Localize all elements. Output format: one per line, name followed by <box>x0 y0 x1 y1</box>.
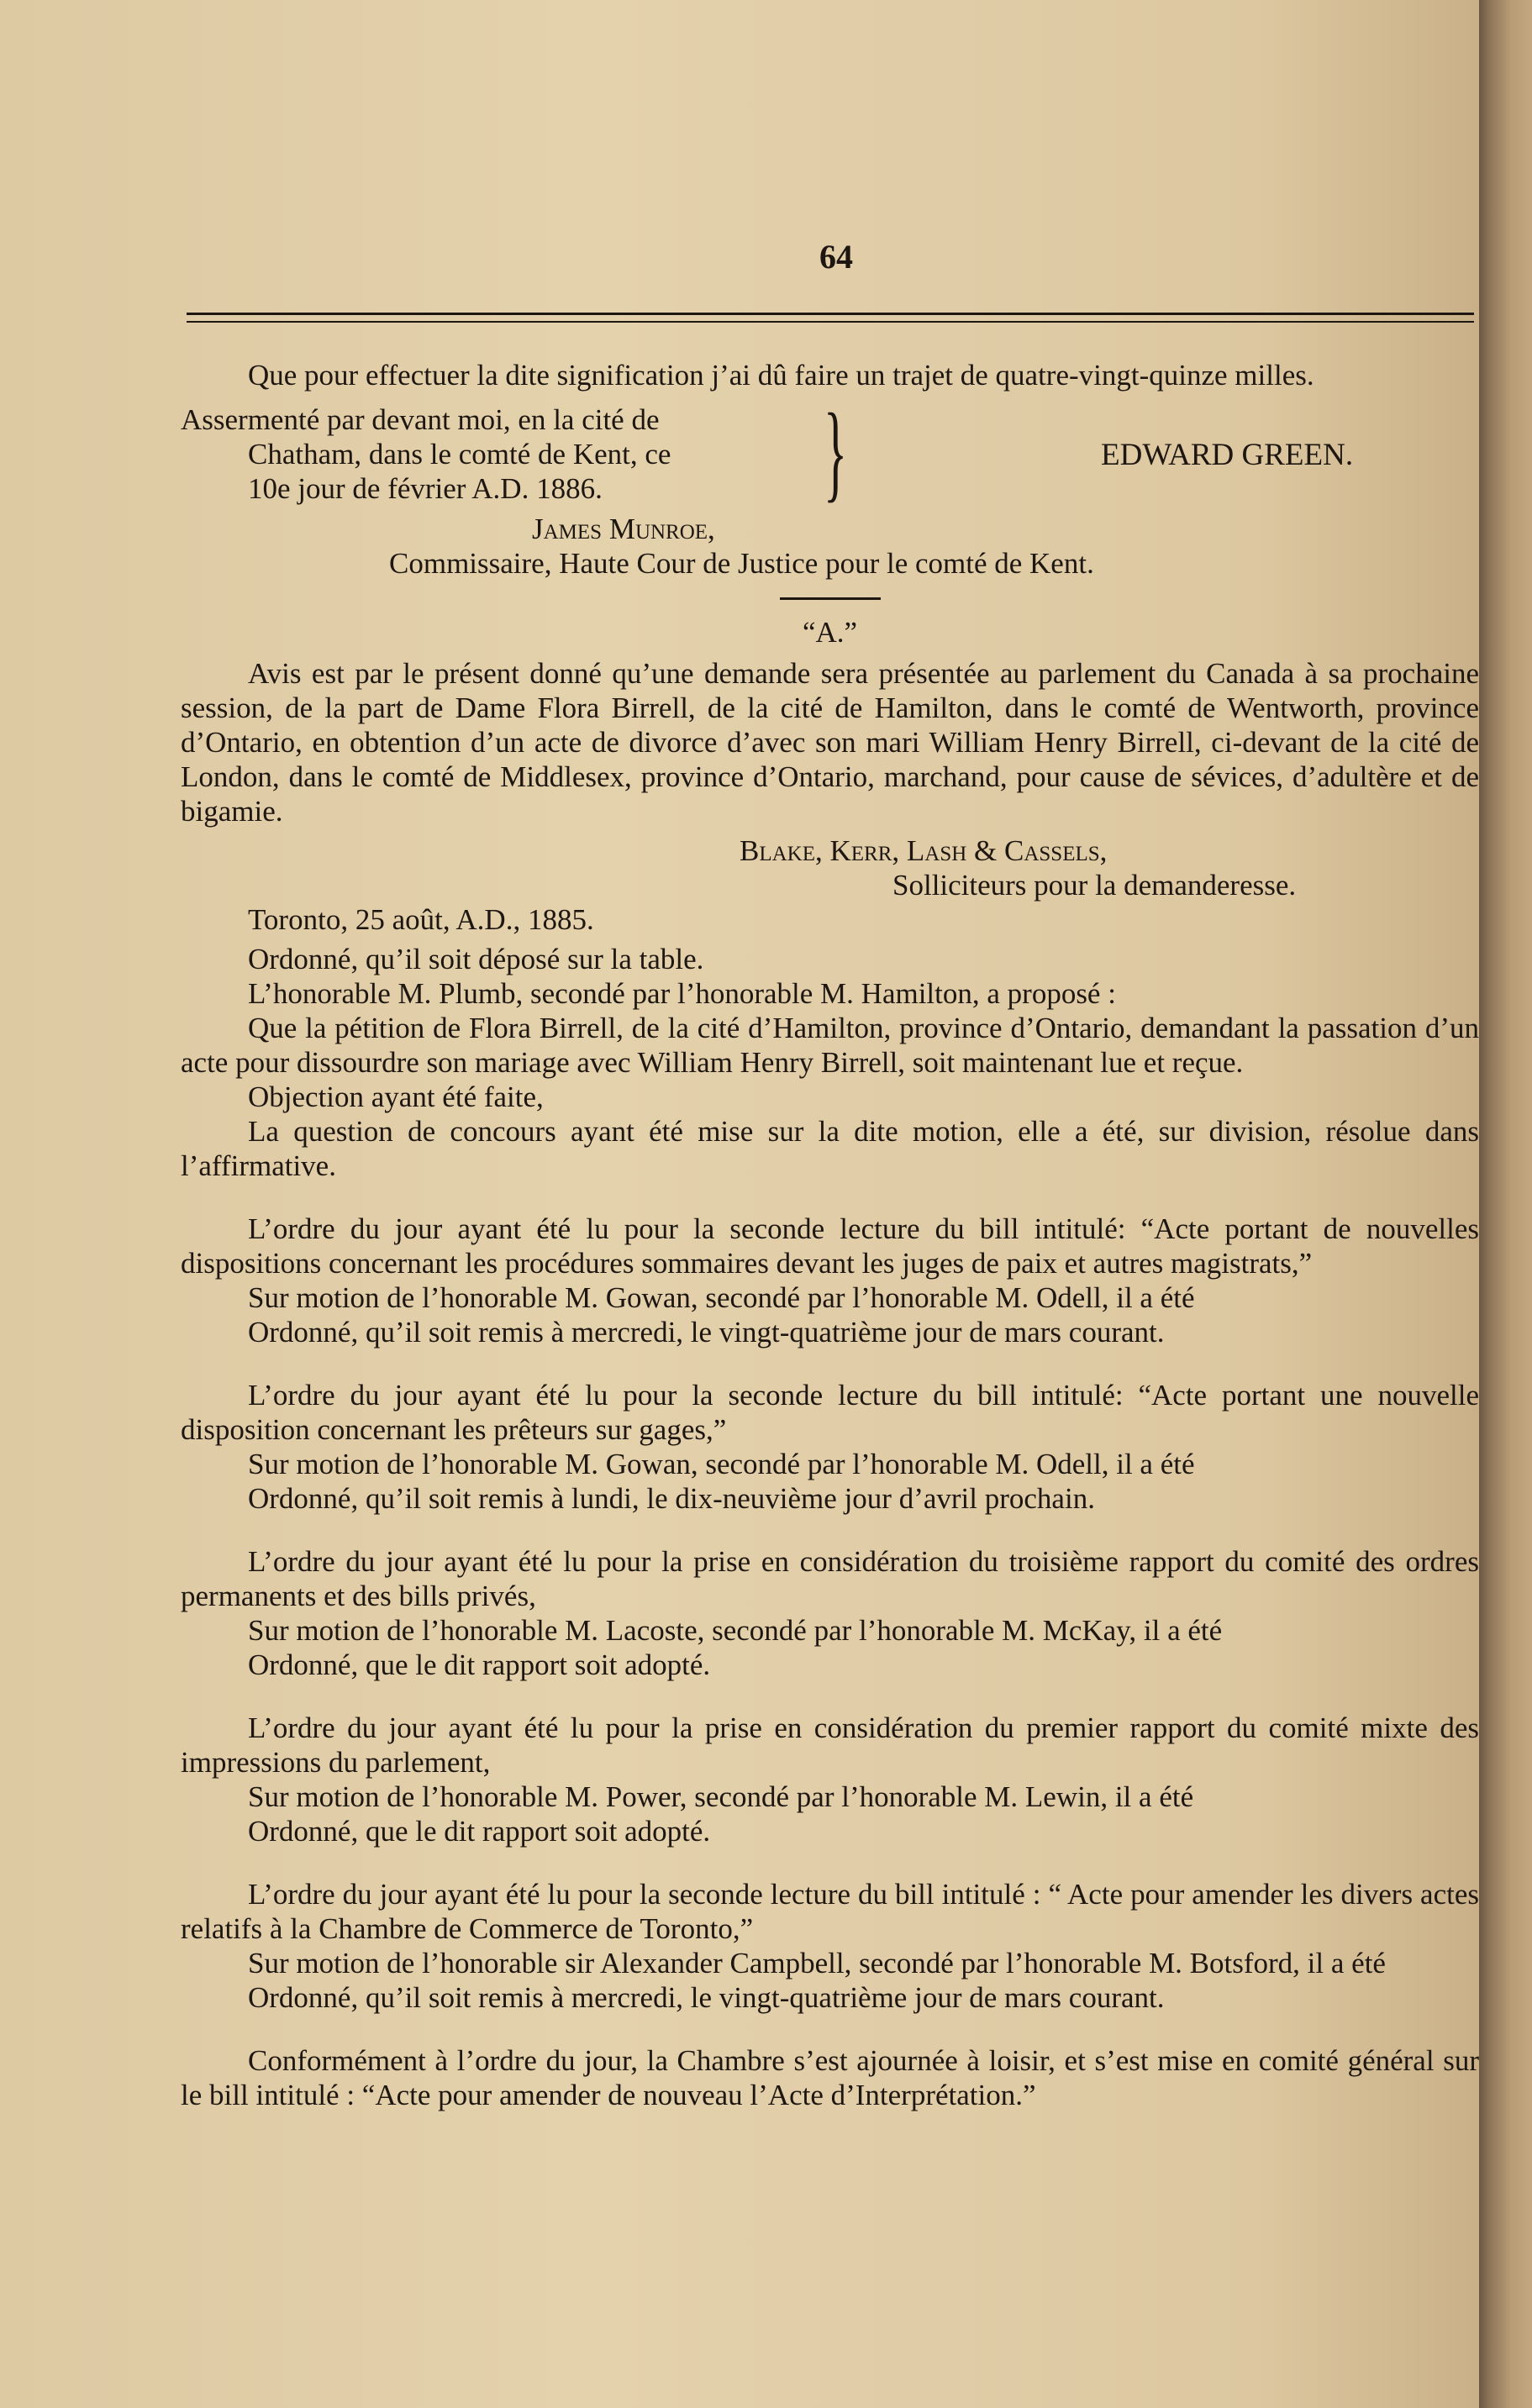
order-motion: Sur motion de l’honorable M. Power, secondé par l’honorable M. Lewin, il a été <box>248 1780 1194 1813</box>
oath-line: Assermenté par devant moi, en la cité de <box>181 403 660 436</box>
proceeding-line: Objection ayant été faite, <box>248 1080 544 1113</box>
order-intro: L’ordre du jour ayant été lu pour la seconde lecture du bill intitulé: “Acte portant une nouvelle disposition concernant les prêteurs sur gages,” <box>181 1379 1479 1446</box>
proceeding-line: La question de concours ayant été mise sur la dite motion, elle a été, sur division, résolue dans l’affirmative. <box>181 1115 1479 1182</box>
notice-firm-role: Solliciteurs pour la demanderesse. <box>892 869 1297 902</box>
order-motion: Sur motion de l’honorable M. Lacoste, secondé par l’honorable M. McKay, il a été <box>248 1614 1223 1647</box>
notice-firm: Blake, Kerr, Lash & Cassels, <box>740 834 1108 867</box>
page-number: 64 <box>819 238 853 276</box>
oath-block <box>181 392 1479 513</box>
brace-symbol: } <box>824 392 848 513</box>
order-motion: Sur motion de l’honorable sir Alexander Campbell, secondé par l’honorable M. Botsford, il a été <box>248 1947 1386 1980</box>
oath-line: 10e jour de février A.D. 1886. <box>248 472 603 505</box>
notice-heading: “A.” <box>802 616 858 649</box>
document-body <box>181 358 1479 2112</box>
order-intro: L’ordre du jour ayant été lu pour la seconde lecture du bill intitulé : “ Acte pour amender les divers actes relatifs à la Chambre de Commerce de Toronto,” <box>181 1878 1479 1945</box>
opening-paragraph: Que pour effectuer la dite signification j’ai dû faire un trajet de quatre-vingt-quinze milles. <box>248 359 1314 392</box>
closing-paragraph: Conformément à l’ordre du jour, la Chambre s’est ajournée à loisir, et s’est mise en comité général sur le bill intitulé : “Acte pour amender de nouveau l’Acte d’Interprétation.” <box>181 2044 1479 2111</box>
order-motion: Sur motion de l’honorable M. Gowan, secondé par l’honorable M. Odell, il a été <box>248 1448 1195 1480</box>
oath-line: Chatham, dans le comté de Kent, ce <box>248 438 671 471</box>
header-rule-bottom <box>187 321 1474 323</box>
order-result: Ordonné, que le dit rapport soit adopté. <box>248 1648 711 1681</box>
page-binding-edge <box>1479 0 1532 2408</box>
notice-body: Avis est par le présent donné qu’une demande sera présentée au parlement du Canada à sa prochaine session, de la part de Dame Flora Birrell, de la cité de Hamilton, dans le comté de Wentworth, province d’Ontario, en obtention d’un acte de divorce d’avec son mari William Henry Birrell, ci-devant de la cité de London, dans le comté de Middlesex, province d’Ontario, marchand, pour cause de sévices, d’adultère et de bigamie. <box>181 657 1479 828</box>
order-result: Ordonné, qu’il soit remis à mercredi, le vingt-quatrième jour de mars courant. <box>248 1981 1165 2014</box>
notice-place-date: Toronto, 25 août, A.D., 1885. <box>248 903 594 936</box>
order-result: Ordonné, qu’il soit remis à mercredi, le vingt-quatrième jour de mars courant. <box>248 1316 1165 1349</box>
proceeding-line: Ordonné, qu’il soit déposé sur la table. <box>248 943 704 975</box>
header-rule-top <box>187 313 1474 315</box>
section-divider <box>780 597 881 600</box>
commissioner-name: James Munroe, <box>532 513 715 545</box>
proceeding-line: L’honorable M. Plumb, secondé par l’honorable M. Hamilton, a proposé : <box>248 977 1116 1010</box>
order-intro: L’ordre du jour ayant été lu pour la prise en considération du premier rapport du comité mixte des impressions du parlement, <box>181 1711 1479 1779</box>
proceeding-line: Que la pétition de Flora Birrell, de la cité d’Hamilton, province d’Ontario, demandant la passation d’un acte pour dissourdre son mariage avec William Henry Birrell, soit maintenant lue et reçue. <box>181 1012 1479 1079</box>
commissioner-title: Commissaire, Haute Cour de Justice pour le comté de Kent. <box>389 547 1094 580</box>
order-intro: L’ordre du jour ayant été lu pour la prise en considération du troisième rapport du comité des ordres permanents et des bills privés, <box>181 1545 1479 1612</box>
oath-signatory: EDWARD GREEN. <box>1101 438 1354 472</box>
order-intro: L’ordre du jour ayant été lu pour la seconde lecture du bill intitulé: “Acte portant de nouvelles dispositions concernant les procédures sommaires devant les juges de paix et autres magistrats,” <box>181 1212 1479 1280</box>
oath-text <box>181 402 819 506</box>
order-motion: Sur motion de l’honorable M. Gowan, secondé par l’honorable M. Odell, il a été <box>248 1281 1195 1314</box>
order-result: Ordonné, que le dit rapport soit adopté. <box>248 1815 711 1848</box>
order-result: Ordonné, qu’il soit remis à lundi, le dix-neuvième jour d’avril prochain. <box>248 1482 1095 1515</box>
